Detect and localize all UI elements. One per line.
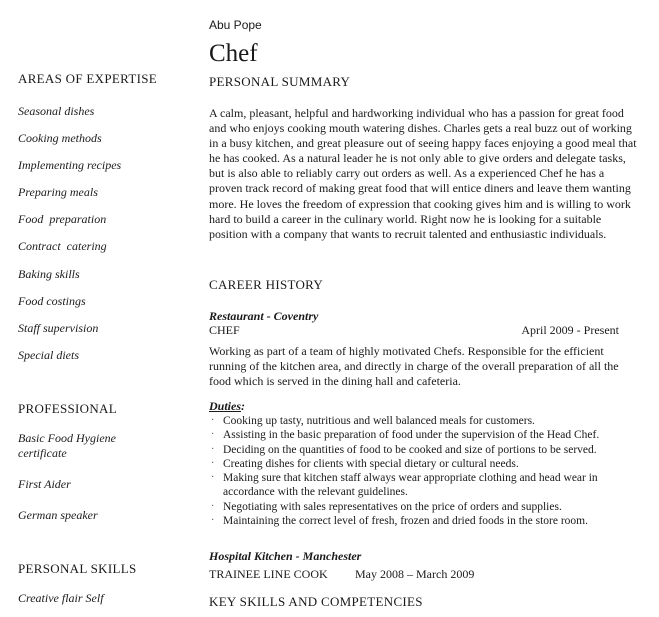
expertise-item: Preparing meals [18,185,98,199]
professional-heading: PROFESSIONAL [18,401,117,416]
job1-role-row [209,323,619,338]
expertise-heading: AREAS OF EXPERTISE [18,71,157,86]
duty-item: · Cooking up tasty, nutritious and well balanced meals for customers. [209,414,639,428]
professional-item: Basic Food Hygiene certificate [18,431,116,460]
job1-role: CHEF [209,323,240,337]
duty-item: · Deciding on the quantities of food to be cooked and size of portions to be served. [209,443,639,457]
duty-item: · Assisting in the basic preparation of food under the supervision of the Head Chef. [209,428,639,442]
key-skills-heading: KEY SKILLS AND COMPETENCIES [209,594,423,609]
expertise-item: Baking skills [18,267,80,281]
expertise-item: Special diets [18,348,79,362]
professional-item: First Aider [18,477,71,491]
duty-item: · Maintaining the correct level of fresh, frozen and dried foods in the store room. [209,514,639,528]
summary-paragraph: A calm, pleasant, helpful and hardworking individual who has a passion for great food and who enjoys cooking mouth watering dishes. Charles gets a real buzz out of working in a busy kitchen, and great pleasure out of seeing happy faces enjoying a good meal that he has cooked. As a natural leader he is not only able to give orders and delegate tasks, but is also able to reliably carry out orders as well. As a experienced Chef he has a proven track record of making great food that will entice diners and leave them wanting more. He loves the freedom of expression that cooking gives him and is willing to work hard to build a career in the culinary world. Right now he is looking for a suitable position with a company that wants to recruit talented and enthusiastic individuals. [209,106,637,241]
job1-company: Restaurant - Coventry [209,309,319,323]
job2-dates: May 2008 – March 2009 [355,567,475,581]
duties-label-row [209,399,245,414]
expertise-item: Food costings [18,294,86,308]
summary-heading: PERSONAL SUMMARY [209,74,351,89]
expertise-item: Contract catering [18,239,107,253]
job1-dates: April 2009 - Present [521,323,619,337]
expertise-item: Cooking methods [18,131,102,145]
job2-company: Hospital Kitchen - Manchester [209,549,362,563]
skills-heading: PERSONAL SKILLS [18,561,137,576]
duties-colon: : [241,399,246,413]
professional-item: German speaker [18,508,98,522]
skills-item: Creative flair Self [18,591,104,605]
summary-text [209,106,639,242]
job1-description [209,344,639,389]
job-title: Chef [209,40,258,67]
expertise-item: Seasonal dishes [18,104,95,118]
job2-role-row [209,567,474,582]
expertise-item: Food preparation [18,212,107,226]
job2-role: TRAINEE LINE COOK [209,567,328,581]
duties-label: Duties [209,399,242,413]
expertise-item: Staff supervision [18,321,99,335]
duty-item: · Creating dishes for clients with special dietary or cultural needs. [209,457,639,471]
duty-item: · Negotiating with sales representatives on the price of orders and supplies. [209,500,639,514]
duties-list [209,414,639,528]
career-heading: CAREER HISTORY [209,277,324,292]
candidate-name: Abu Pope [209,18,262,32]
expertise-item: Implementing recipes [18,158,122,172]
duty-item: · Making sure that kitchen staff always wear appropriate clothing and head wear in accordance with the relevant guidelines. [209,471,639,500]
job1-description-text: Working as part of a team of highly motivated Chefs. Responsible for the efficient running of the kitchen area, and directly in charge of the overall preparation of all the food which is served in the dining hall and cafeteria. [209,344,619,389]
